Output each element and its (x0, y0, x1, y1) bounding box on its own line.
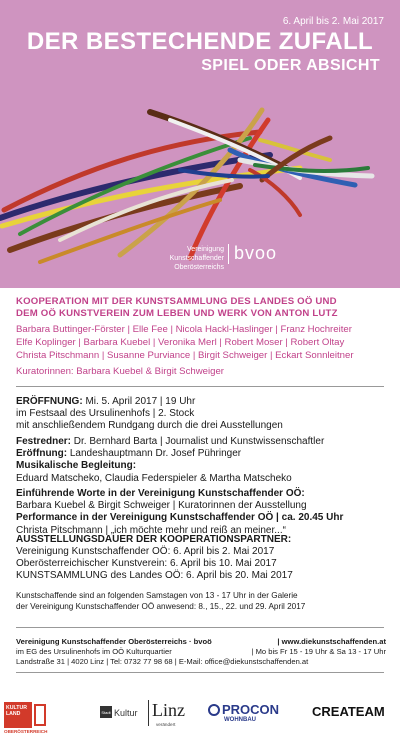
sponsor-logos (0, 700, 400, 734)
duration-line-2: Oberösterreichischer Kunstverein: 6. April bis 10. Mai 2017 (16, 558, 277, 569)
festredner: Dr. Bernhard Barta | Journalist und Kunstwissenschaftler (71, 436, 325, 447)
stadt-kultur-mark (100, 706, 112, 718)
footer-address-1: im EG des Ursulinenhofs im OÖ Kulturquartier (16, 647, 172, 656)
festredner-label: Festredner: (16, 436, 72, 447)
artist-line-1: Barbara Buttinger-Förster | Elle Fee | Nicola Hackl-Haslinger | Franz Hochreiter (16, 324, 352, 335)
kulturland-logo (4, 702, 32, 728)
opening-when: Mi. 5. April 2017 | 19 Uhr (82, 396, 196, 407)
intro-names: Barbara Kuebel & Birgit Schweiger | Kuratorinnen der Ausstellung (16, 500, 307, 512)
procon-logo: PROCON (222, 702, 280, 717)
eroeffnung: Landeshauptmann Dr. Josef Pühringer (67, 448, 242, 460)
duration-line-1: Vereinigung Kunstschaffender OÖ: 6. April bis 2. Mai 2017 (16, 546, 275, 557)
organizer-line-1: Vereinigung Kunstschaffender (169, 246, 224, 262)
divider (16, 627, 384, 628)
bvoo-logo: bvoo (234, 243, 278, 263)
performance: Christa Pitschmann | „ich möchte mehr und reiß an meiner...“ (16, 524, 286, 536)
hero-banner (0, 0, 400, 288)
opening-label: ERÖFFNUNG: (16, 396, 83, 407)
organizer-name (146, 245, 224, 272)
organizer-line-2: Oberösterreichs (174, 264, 224, 271)
artist-line-2: Elfe Koplinger | Barbara Kuebel | Veronika Merl | Robert Moser | Robert Oltay (16, 336, 345, 348)
opening-block (16, 396, 388, 433)
speakers-block (16, 436, 388, 485)
curators: Kuratorinnen: Barbara Kuebel & Birgit Schweiger (16, 366, 224, 377)
exhibition-dates: 6. April bis 2. Mai 2017 (282, 16, 384, 27)
procon-sub: WOHNBAU (224, 717, 256, 723)
artist-list (16, 324, 392, 362)
footer-contact (16, 637, 386, 667)
duration-title: AUSSTELLUNGSDAUER DER KOOPERATIONSPARTNER: (16, 534, 292, 545)
duration-block (16, 534, 388, 582)
logo-divider (228, 244, 229, 264)
footer-org: Vereinigung Kunstschaffender Oberösterreichs · bvoö (16, 637, 212, 646)
artist-line-3: Christa Pitschmann | Susanne Purviance | Birgit Schweiger | Eckart Sonnleitner (16, 349, 354, 361)
footer-web-link[interactable]: | www.diekunstschaffenden.at (277, 637, 386, 646)
cooperation-heading (16, 296, 386, 320)
artist-presence (16, 590, 388, 612)
music-label: Musikalische Begleitung: (16, 460, 137, 472)
eroeffnung-label: Eröffnung: (16, 448, 68, 460)
exhibition-subtitle: SPIEL ODER ABSICHT (201, 57, 380, 74)
linz-logo: Linz (152, 700, 185, 720)
presence-line-2: der Vereinigung Kunstschaffender OÖ anwesend: 8., 15., 22. und 29. April 2017 (16, 602, 306, 611)
createam-logo: CREATEAM (312, 704, 385, 719)
cooperation-line-1: KOOPERATION MIT DER KUNSTSAMMLUNG DES LANDES OÖ UND (16, 296, 337, 307)
duration-line-3: KUNSTSAMMLUNG des Landes OÖ: 6. April bis 20. Mai 2017 (16, 570, 293, 581)
kulturland-sub: OBERÖSTERREICH (4, 729, 48, 734)
intro-label: Einführende Worte in der Vereinigung Kunstschaffender OÖ: (16, 488, 305, 499)
intro-block (16, 488, 388, 537)
linz-sub: verändert (156, 722, 176, 727)
performance-label: Performance in der Vereinigung Kunstschaffender OÖ | ca. 20.45 Uhr (16, 512, 344, 524)
footer-address-2: Landstraße 31 | 4020 Linz | Tel: 0732 77 98 68 | E-Mail: office@diekunstschaffenden.at (16, 657, 309, 666)
kulturland-text: KULTUR LAND (6, 705, 27, 717)
music: Eduard Matscheko, Claudia Federspieler & Martha Matscheko (16, 472, 292, 484)
procon-mark (208, 704, 220, 716)
cooperation-line-2: DEM OÖ KUNSTVEREIN ZUM LEBEN UND WERK VON ANTON LUTZ (16, 308, 338, 319)
exhibition-title: DER BESTECHENDE ZUFALL (26, 28, 374, 55)
linz-divider (148, 700, 149, 726)
divider (16, 386, 384, 387)
stadt-text: Stadt (101, 710, 111, 715)
divider (16, 672, 384, 673)
presence-line-1: Kunstschaffende sind an folgenden Samstagen von 13 - 17 Uhr in der Galerie (16, 591, 298, 600)
kulturland-shape (34, 704, 46, 726)
footer-hours: | Mo bis Fr 15 - 19 Uhr & Sa 13 - 17 Uhr (251, 647, 386, 656)
opening-where: im Festsaal des Ursulinenhofs | 2. Stock (16, 408, 195, 420)
kultur-text: Kultur (114, 708, 138, 718)
opening-tour: mit anschließendem Rundgang durch die drei Ausstellungen (16, 420, 283, 432)
